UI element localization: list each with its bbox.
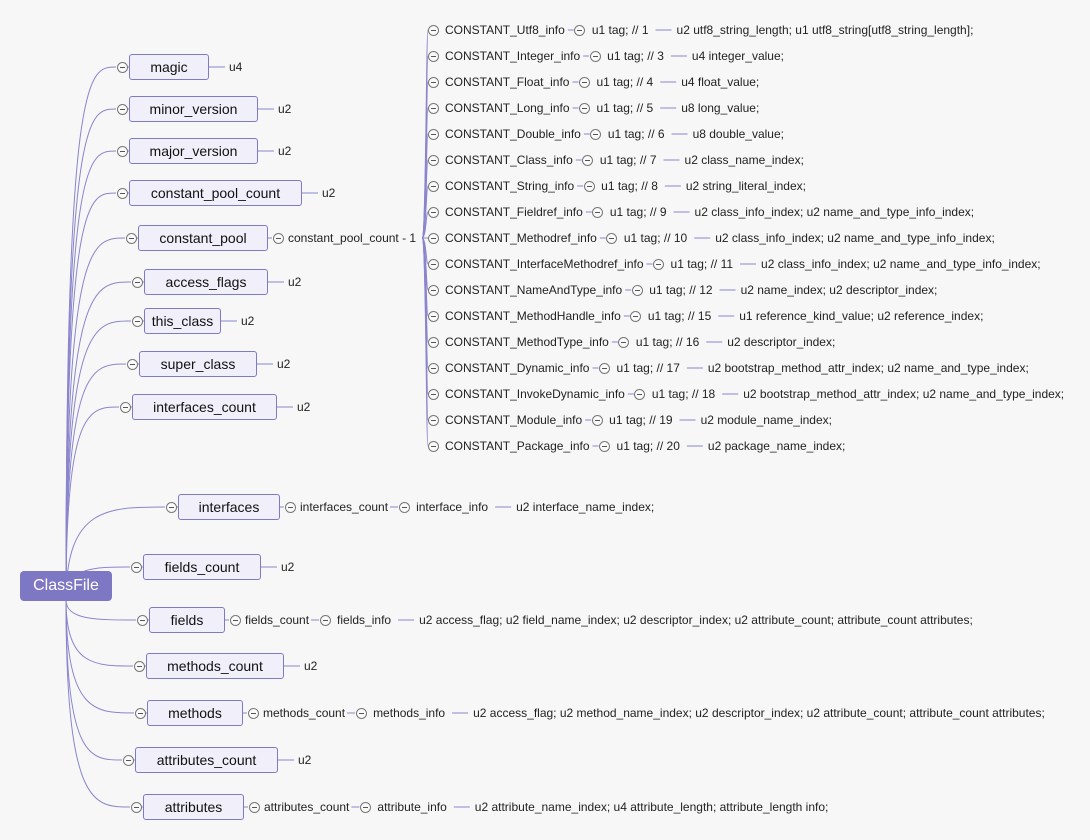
constant-string-info-detail-label: u2 string_literal_index; <box>685 179 806 193</box>
constant-class-info-label: CONSTANT_Class_info <box>445 153 573 167</box>
constant-fieldref-info-detail-label: u2 class_info_index; u2 name_and_type_info_index; <box>694 205 975 219</box>
node-this-class[interactable]: this_class <box>144 308 221 334</box>
node-methods[interactable]: methods <box>147 700 243 726</box>
constant-integer-info-tag-toggle[interactable] <box>590 51 601 62</box>
node-access-flags[interactable]: access_flags <box>144 269 268 295</box>
major-version-type-label: u2 <box>278 144 292 158</box>
constant-double-info-tag-toggle[interactable] <box>590 129 601 140</box>
constant-invokedynamic-info-tag-toggle[interactable] <box>634 389 645 400</box>
attributes-count-collapse-toggle[interactable] <box>123 755 134 766</box>
super-class-type-label: u2 <box>277 357 291 371</box>
constant-methodhandle-info-detail-label: u1 reference_kind_value; u2 reference_index; <box>739 309 984 323</box>
constant-double-info-label: CONSTANT_Double_info <box>445 127 581 141</box>
constant-module-info-tag-label: u1 tag; // 19 <box>609 413 673 427</box>
constant-interfacemethodref-info-tag-toggle[interactable] <box>653 259 664 270</box>
constant-methodtype-info-tag-toggle[interactable] <box>618 337 629 348</box>
constant-long-info-toggle[interactable] <box>428 103 439 114</box>
constant-double-info-detail-label: u8 double_value; <box>692 127 784 141</box>
interfaces-item-label: interface_info <box>416 500 489 514</box>
interfaces-collapse-toggle[interactable] <box>166 502 177 513</box>
node-methods-count[interactable]: methods_count <box>146 653 284 679</box>
constant-interfacemethodref-info-detail-label: u2 class_info_index; u2 name_and_type_info_index; <box>761 257 1041 271</box>
constant-methodhandle-info-toggle[interactable] <box>428 311 439 322</box>
methods-detail-label: u2 access_flag; u2 method_name_index; u2 descriptor_index; u2 attribute_count; attribute_count attributes; <box>473 706 1045 720</box>
this-class-collapse-toggle[interactable] <box>132 316 143 327</box>
constant-nameandtype-info-tag-label: u1 tag; // 12 <box>649 283 713 297</box>
constant-float-info-toggle[interactable] <box>428 77 439 88</box>
constant-class-info-tag-label: u1 tag; // 7 <box>599 153 657 167</box>
methods-item-toggle[interactable] <box>356 708 367 719</box>
fields-detail-label: u2 access_flag; u2 field_name_index; u2 descriptor_index; u2 attribute_count; attribute_count attributes; <box>419 613 973 627</box>
constant-integer-info-tag-label: u1 tag; // 3 <box>607 49 664 63</box>
constant-nameandtype-info-toggle[interactable] <box>428 285 439 296</box>
constant-double-info-toggle[interactable] <box>428 129 439 140</box>
connector <box>66 193 116 600</box>
fields-item-toggle[interactable] <box>320 615 331 626</box>
constant-methodtype-info-tag-label: u1 tag; // 16 <box>635 335 700 349</box>
constant-nameandtype-info-label: CONSTANT_NameAndType_info <box>445 283 623 297</box>
constant-float-info-detail-label: u4 float_value; <box>681 75 760 89</box>
interfaces-count-collapse-toggle[interactable] <box>120 402 131 413</box>
fields-count-label: fields_count <box>245 613 310 627</box>
constant-methodref-info-toggle[interactable] <box>428 233 439 244</box>
constant-invokedynamic-info-toggle[interactable] <box>428 389 439 400</box>
constant-string-info-tag-label: u1 tag; // 8 <box>601 179 658 193</box>
methods-children-toggle[interactable] <box>248 708 259 719</box>
constant-long-info-tag-toggle[interactable] <box>579 103 590 114</box>
interfaces-count-type-label: u2 <box>297 400 311 414</box>
constant-long-info-detail-label: u8 long_value; <box>681 101 760 115</box>
attributes-collapse-toggle[interactable] <box>131 802 142 813</box>
constant-interfacemethodref-info-tag-label: u1 tag; // 11 <box>670 257 734 271</box>
node-magic[interactable]: magic <box>129 54 209 80</box>
constant-integer-info-toggle[interactable] <box>428 51 439 62</box>
this-class-type-label: u2 <box>241 314 255 328</box>
constant-class-info-detail-label: u2 class_name_index; <box>684 153 804 167</box>
node-minor-version[interactable]: minor_version <box>129 96 258 122</box>
constant-fieldref-info-label: CONSTANT_Fieldref_info <box>445 205 583 219</box>
constant-utf8-info-label: CONSTANT_Utf8_info <box>445 23 565 37</box>
node-constant-pool-count[interactable]: constant_pool_count <box>129 180 302 206</box>
constant-methodhandle-info-tag-label: u1 tag; // 15 <box>647 309 712 323</box>
node-attributes-count[interactable]: attributes_count <box>135 747 278 773</box>
attributes-item-label: attribute_info <box>377 800 447 814</box>
constant-string-info-toggle[interactable] <box>428 181 439 192</box>
node-attributes[interactable]: attributes <box>143 794 244 820</box>
node-super-class[interactable]: super_class <box>139 351 257 377</box>
constant-methodref-info-tag-label: u1 tag; // 10 <box>623 231 688 245</box>
constant-methodref-info-detail-label: u2 class_info_index; u2 name_and_type_info_index; <box>715 231 995 245</box>
constant-pool-count-type-label: u2 <box>322 186 336 200</box>
constant-float-info-tag-toggle[interactable] <box>579 77 590 88</box>
node-constant-pool[interactable]: constant_pool <box>138 225 268 251</box>
interfaces-count-label: interfaces_count <box>300 500 389 514</box>
interfaces-item-toggle[interactable] <box>399 502 410 513</box>
connector <box>66 600 122 760</box>
node-fields[interactable]: fields <box>149 607 225 633</box>
constant-module-info-tag-toggle[interactable] <box>592 415 603 426</box>
super-class-collapse-toggle[interactable] <box>127 359 138 370</box>
constant-invokedynamic-info-detail-label: u2 bootstrap_method_attr_index; u2 name_and_type_index; <box>743 387 1065 401</box>
constant-utf8-info-tag-label: u1 tag; // 1 <box>591 23 649 37</box>
constant-interfacemethodref-info-toggle[interactable] <box>428 259 439 270</box>
constant-dynamic-info-toggle[interactable] <box>428 363 439 374</box>
constant-utf8-info-tag-toggle[interactable] <box>574 25 585 36</box>
constant-fieldref-info-tag-toggle[interactable] <box>592 207 603 218</box>
constant-package-info-toggle[interactable] <box>428 441 439 452</box>
constant-string-info-tag-toggle[interactable] <box>584 181 595 192</box>
attributes-item-toggle[interactable] <box>360 802 371 813</box>
constant-pool-collapse-toggle[interactable] <box>126 233 137 244</box>
constant-methodref-info-label: CONSTANT_Methodref_info <box>445 231 597 245</box>
node-fields-count[interactable]: fields_count <box>143 554 261 580</box>
minor-version-collapse-toggle[interactable] <box>117 104 128 115</box>
constant-double-info-tag-label: u1 tag; // 6 <box>607 127 665 141</box>
constant-dynamic-info-detail-label: u2 bootstrap_method_attr_index; u2 name_and_type_index; <box>707 361 1029 375</box>
connector <box>66 600 136 620</box>
constant-module-info-detail-label: u2 module_name_index; <box>700 413 832 427</box>
constant-fieldref-info-toggle[interactable] <box>428 207 439 218</box>
connector <box>66 600 133 666</box>
major-version-collapse-toggle[interactable] <box>117 146 128 157</box>
constant-class-info-tag-toggle[interactable] <box>582 155 593 166</box>
connector <box>66 600 130 807</box>
constant-dynamic-info-label: CONSTANT_Dynamic_info <box>445 361 590 375</box>
constant-dynamic-info-tag-label: u1 tag; // 17 <box>616 361 680 375</box>
constant-dynamic-info-tag-toggle[interactable] <box>599 363 610 374</box>
methods-count-type-label: u2 <box>304 659 318 673</box>
attributes-count-label: attributes_count <box>264 800 350 814</box>
constant-methodtype-info-toggle[interactable] <box>428 337 439 348</box>
constant-float-info-label: CONSTANT_Float_info <box>445 75 570 89</box>
constant-utf8-info-toggle[interactable] <box>428 25 439 36</box>
connector <box>66 600 134 713</box>
node-major-version[interactable]: major_version <box>129 138 258 164</box>
node-interfaces[interactable]: interfaces <box>178 494 280 520</box>
access-flags-type-label: u2 <box>288 275 302 289</box>
constant-integer-info-detail-label: u4 integer_value; <box>691 49 784 63</box>
constant-package-info-tag-label: u1 tag; // 20 <box>616 439 680 453</box>
fields-children-toggle[interactable] <box>230 615 241 626</box>
constant-methodtype-info-label: CONSTANT_MethodType_info <box>445 335 609 349</box>
interfaces-detail-label: u2 interface_name_index; <box>516 500 655 514</box>
access-flags-collapse-toggle[interactable] <box>132 277 143 288</box>
attributes-detail-label: u2 attribute_name_index; u4 attribute_length; attribute_length info; <box>474 800 829 814</box>
fields-count-collapse-toggle[interactable] <box>131 562 142 573</box>
magic-type-label: u4 <box>229 60 243 74</box>
fields-collapse-toggle[interactable] <box>137 615 148 626</box>
constant-module-info-label: CONSTANT_Module_info <box>445 413 583 427</box>
attributes-children-toggle[interactable] <box>249 802 260 813</box>
constant-nameandtype-info-detail-label: u2 name_index; u2 descriptor_index; <box>740 283 938 297</box>
connector <box>66 67 116 600</box>
fields-count-type-label: u2 <box>281 560 295 574</box>
constant-methodhandle-info-label: CONSTANT_MethodHandle_info <box>445 309 621 323</box>
constant-package-info-detail-label: u2 package_name_index; <box>707 439 846 453</box>
connector <box>66 321 131 600</box>
constant-integer-info-label: CONSTANT_Integer_info <box>445 49 581 63</box>
root-node-classfile[interactable]: ClassFile <box>20 571 112 601</box>
constant-invokedynamic-info-tag-label: u1 tag; // 18 <box>651 387 716 401</box>
constant-utf8-info-detail-label: u2 utf8_string_length; u1 utf8_string[utf8_string_length]; <box>676 23 974 37</box>
interfaces-children-toggle[interactable] <box>285 502 296 513</box>
methods-count-label: methods_count <box>263 706 346 720</box>
constant-package-info-label: CONSTANT_Package_info <box>445 439 590 453</box>
methods-item-label: methods_info <box>373 706 446 720</box>
constant-class-info-toggle[interactable] <box>428 155 439 166</box>
constant-fieldref-info-tag-label: u1 tag; // 9 <box>609 205 667 219</box>
constant-methodhandle-info-tag-toggle[interactable] <box>630 311 641 322</box>
constant-methodtype-info-detail-label: u2 descriptor_index; <box>727 335 836 349</box>
constant-pool-children-toggle[interactable] <box>273 233 284 244</box>
constant-long-info-tag-label: u1 tag; // 5 <box>596 101 654 115</box>
attributes-count-type-label: u2 <box>298 753 312 767</box>
minor-version-type-label: u2 <box>278 102 292 116</box>
constant-package-info-tag-toggle[interactable] <box>599 441 610 452</box>
constant-module-info-toggle[interactable] <box>428 415 439 426</box>
constant-string-info-label: CONSTANT_String_info <box>445 179 575 193</box>
constant-invokedynamic-info-label: CONSTANT_InvokeDynamic_info <box>445 387 625 401</box>
magic-collapse-toggle[interactable] <box>117 62 128 73</box>
constant-float-info-tag-label: u1 tag; // 4 <box>596 75 654 89</box>
constant-nameandtype-info-tag-toggle[interactable] <box>632 285 643 296</box>
methods-collapse-toggle[interactable] <box>135 708 146 719</box>
constant-pool-count-label: constant_pool_count - 1 <box>288 231 417 245</box>
methods-count-collapse-toggle[interactable] <box>134 661 145 672</box>
constant-interfacemethodref-info-label: CONSTANT_InterfaceMethodref_info <box>445 257 644 271</box>
constant-pool-count-collapse-toggle[interactable] <box>117 188 128 199</box>
fields-item-label: fields_info <box>337 613 392 627</box>
constant-long-info-label: CONSTANT_Long_info <box>445 101 570 115</box>
node-interfaces-count[interactable]: interfaces_count <box>132 394 277 420</box>
constant-methodref-info-tag-toggle[interactable] <box>606 233 617 244</box>
